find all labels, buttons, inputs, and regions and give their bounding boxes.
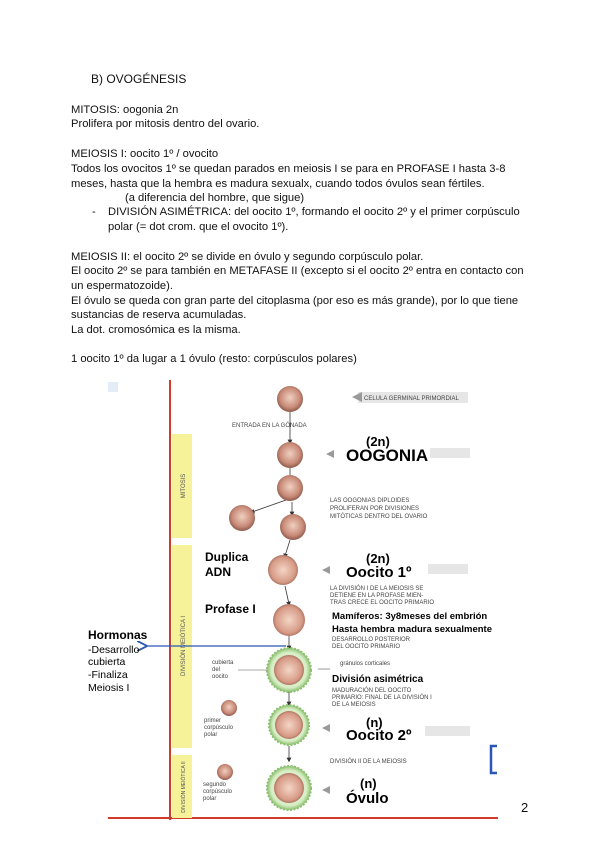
profase-label: Profase I: [205, 602, 256, 616]
hormonas-line3: -Finaliza: [88, 669, 128, 681]
hormonas-line2: cubierta: [88, 656, 126, 668]
meiosis2-line3: El óvulo se queda con gran parte del citoplasma (por eso es más grande), por lo que tiene: [71, 295, 519, 307]
cell-oogonia-3: [229, 505, 255, 531]
hormonas-line4: Meiosis I: [88, 682, 130, 694]
div1-desc-1: LA DIVISIÓN I DE LA MEIOSIS SE: [330, 586, 424, 592]
primer-corpusculo-2: corpúsculo: [204, 725, 234, 731]
duplica-label-1: Duplica: [205, 550, 249, 564]
sidebar-division1-label: DIVISIÓN MEIÓTICA I: [181, 615, 187, 677]
cell-primer-corpusculo: [221, 700, 237, 716]
entrada-label: ENTRADA EN LA GÓNADA: [232, 423, 307, 429]
division-asimetrica-label: División asimétrica: [332, 674, 424, 685]
maduracion-desc-1: MADURACIÓN DEL OOCITO: [332, 688, 412, 694]
sidebar-division2-label: DIVISIÓN MEIÓTICA II: [181, 761, 187, 813]
cell-primordial: [277, 386, 303, 412]
ovulo-label: Óvulo: [346, 790, 389, 807]
cubierta-label-3: oocito: [212, 674, 229, 680]
meiosis1-line2: meses, hasta que la hembra es madura sexualx, cuando todos óvulos sean fértiles.: [71, 178, 485, 190]
meiosis2-line4: sustancias de reserva acumuladas.: [71, 309, 247, 321]
hormonas-title: Hormonas: [88, 628, 148, 642]
maduracion-desc-3: DE LA MEIOSIS: [332, 702, 376, 708]
oocito2-label: Oocito 2º: [346, 727, 412, 744]
mitosis-body: Prolifera por mitosis dentro del ovario.: [71, 118, 260, 130]
duplica-label-2: ADN: [205, 565, 231, 579]
segundo-corpusculo-3: polar: [203, 796, 217, 802]
meiosis2-line5: La dot. cromosómica es la misma.: [71, 324, 241, 336]
page-number: 2: [521, 800, 529, 815]
div2-desc: DIVISIÓN II DE LA MEIOSIS: [330, 759, 407, 765]
bullet-dash: -: [92, 206, 96, 218]
mitosis-title: MITOSIS: oogonia 2n: [71, 104, 179, 116]
ploidy-ovulo: (n): [360, 776, 377, 791]
oogonias-desc-1: LAS OOGONIAS DIPLOIDES: [330, 498, 410, 504]
desarrollo-desc-1: DESARROLLO POSTERIOR: [332, 637, 411, 643]
cell-oocito2: [275, 711, 303, 739]
meiosis1-title: MEIOSIS I: oocito 1º / ovocito: [71, 148, 219, 160]
meiosis2-line1: El oocito 2º se para también en METAFASE II (excepto si el oocito 2º entra en contacto con: [71, 265, 524, 277]
oogonia-label: OOGONIA: [346, 446, 429, 465]
celula-germinal-label: CELULA GERMINAL PRIMORDIAL: [364, 396, 459, 402]
oogonias-desc-2: PROLIFERAN POR DIVISIONES: [330, 506, 420, 512]
ploidy-oocito1: (2n): [366, 551, 390, 566]
meiosis1-bullet-line2: polar (= dot crom. que el ovocito 1º).: [108, 221, 289, 233]
corner-mark: [108, 382, 118, 392]
meiosis1-bullet-line1: DIVISIÓN ASIMÉTRICA: del oocito 1º, formando el oocito 2º y el primer corpúsculo: [108, 206, 520, 218]
meiosis1-line1: Todos los ovocitos 1º se quedan parados en meiosis I se para en PROFASE I hasta 3-8: [71, 163, 506, 175]
desarrollo-desc-2: DEL OOCITO PRIMARIO: [332, 644, 401, 650]
hasta-hembra-label: Hasta hembra madura sexualmente: [332, 624, 492, 635]
cubierta-label-2: del: [212, 667, 221, 673]
cell-segundo-corpusculo: [217, 764, 233, 780]
oogonias-desc-3: MITÓTICAS DENTRO DEL OVARIO: [330, 514, 428, 520]
summary-line: 1 oocito 1º da lugar a 1 óvulo (resto: corpúsculos polares): [71, 353, 357, 365]
cubierta-label-1: cubierta: [212, 660, 234, 666]
primer-corpusculo-1: primer: [204, 718, 222, 724]
segundo-corpusculo-1: segundo: [203, 782, 227, 788]
maduracion-desc-2: PRIMARIO: FINAL DE LA DIVISIÓN I: [332, 695, 432, 701]
hormonas-line1: -Desarrollo: [88, 644, 140, 656]
ploidy-oogonia: (2n): [366, 434, 390, 449]
sidebar-mitosis-label: MITOSIS: [181, 473, 187, 499]
meiosis1-line3: (a diferencia del hombre, que sigue): [125, 192, 305, 204]
meiosis2-line2: un espermatozoide).: [71, 280, 173, 292]
cell-oogonia-4: [280, 514, 306, 540]
oocito1-label: Oocito 1º: [346, 564, 412, 581]
cell-profase: [273, 604, 305, 636]
section-heading: B) OVOGÉNESIS: [91, 72, 187, 86]
cell-oogonia: [277, 442, 303, 468]
granulos-label: gránulos corticales: [340, 661, 391, 667]
div1-desc-2: DETIENE EN LA PROFASE MIEN-: [330, 593, 424, 599]
meiosis2-title: MEIOSIS II: el oocito 2º se divide en óvulo y segundo corpúsculo polar.: [71, 251, 424, 263]
cell-asimetrica: [274, 655, 304, 685]
figure-panel: [108, 380, 498, 820]
cell-oogonia-2: [277, 475, 303, 501]
primer-corpusculo-3: polar: [204, 732, 218, 738]
ploidy-oocito2: (n): [366, 715, 383, 730]
cell-oocito1: [268, 555, 298, 585]
cell-ovulo: [274, 773, 304, 803]
segundo-corpusculo-2: corpúsculo: [203, 789, 233, 795]
div1-desc-3: TRAS CRECE EL OOCITO PRIMARIO: [330, 600, 435, 606]
mamiferos-label: Mamíferos: 3y8meses del embrión: [332, 611, 488, 622]
